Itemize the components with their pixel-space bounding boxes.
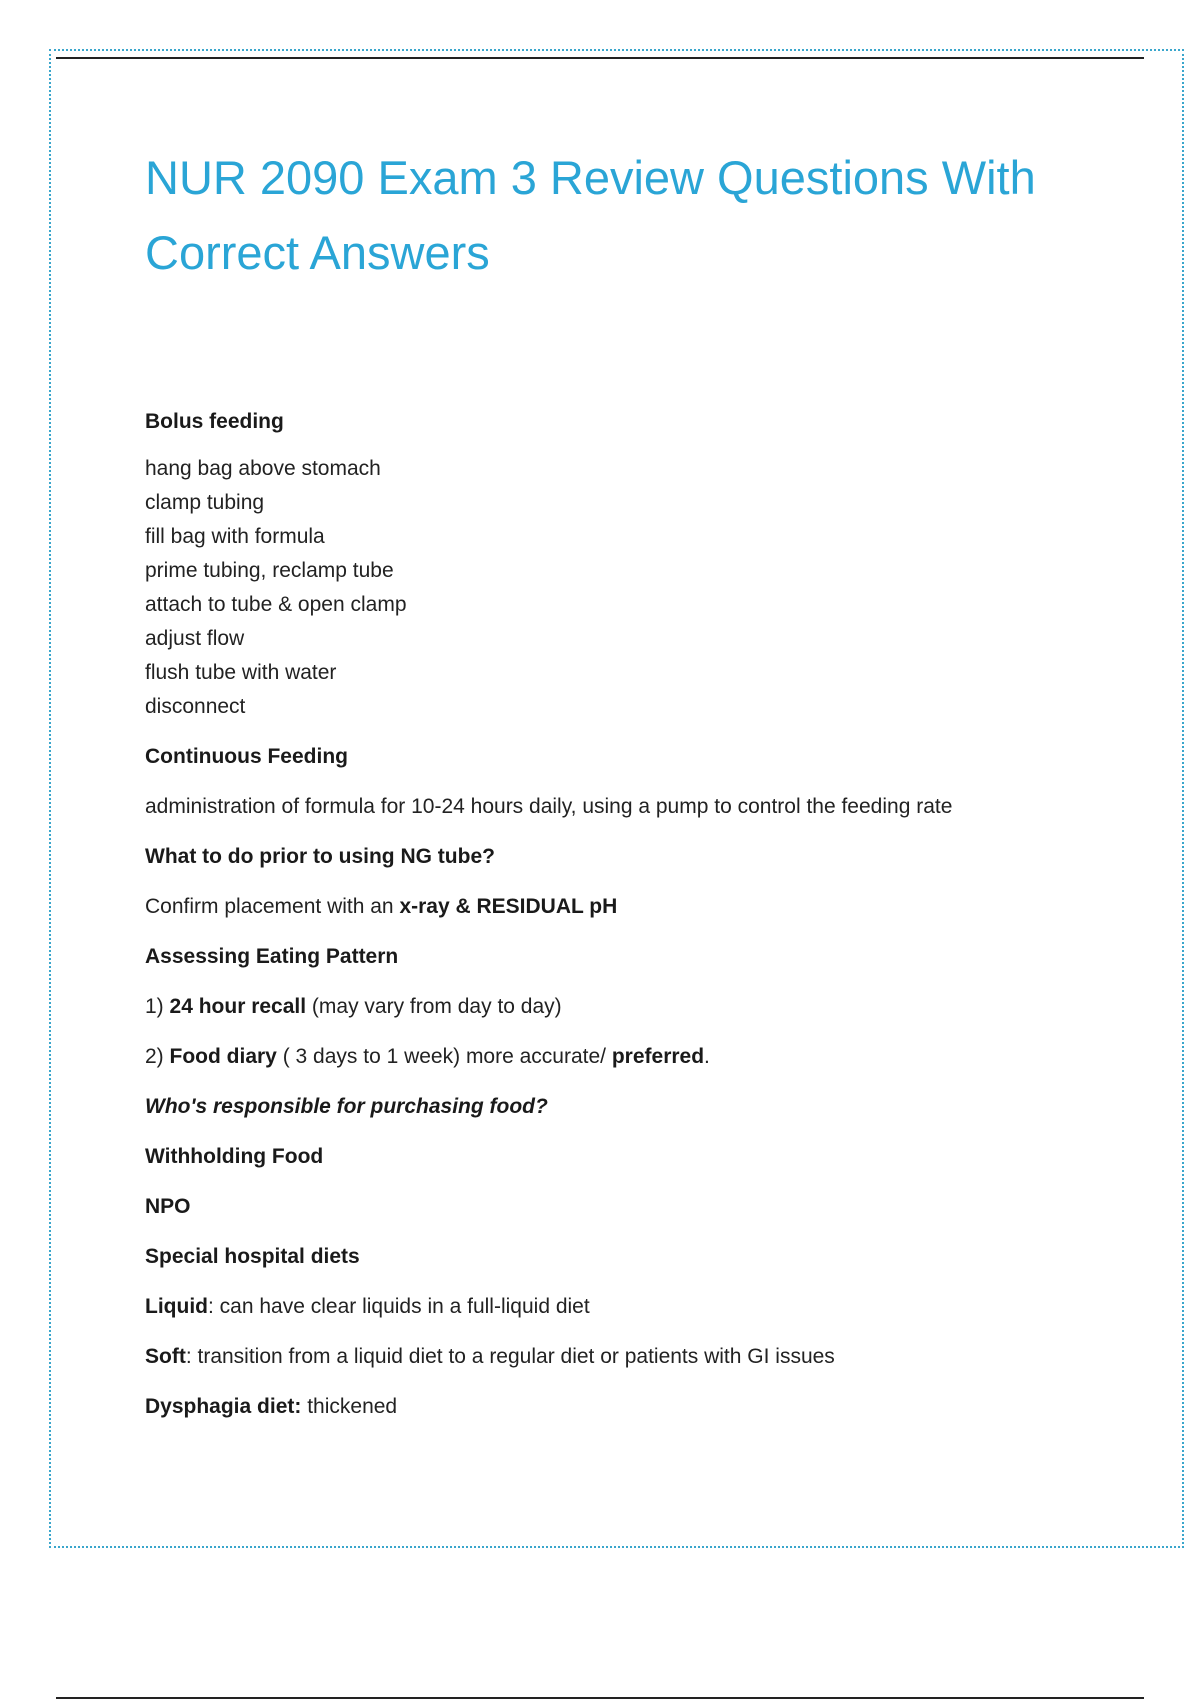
liquid-text: : can have clear liquids in a full-liquid diet — [207, 1295, 590, 1318]
bolus-step: hang bag above stomach — [145, 457, 381, 480]
eating-pattern-item-1 — [145, 990, 1105, 1024]
bolus-heading: Bolus feeding — [145, 410, 284, 433]
special-diets-heading: Special hospital diets — [145, 1245, 360, 1268]
soft-diet-line — [145, 1340, 1105, 1374]
item-period: . — [704, 1045, 710, 1068]
item-bold: Food diary — [169, 1045, 277, 1068]
document-body — [145, 405, 1105, 1424]
dysphagia-text: thickened — [301, 1395, 398, 1418]
bolus-steps-list — [145, 452, 1105, 724]
purchasing-heading: Who's responsible for purchasing food? — [145, 1095, 548, 1118]
ng-tube-heading: What to do prior to using NG tube? — [145, 845, 495, 868]
ng-tube-text-bold: x-ray & RESIDUAL pH — [399, 895, 618, 918]
bolus-step: fill bag with formula — [145, 525, 325, 548]
item-number: 2) — [145, 1045, 170, 1068]
bolus-step: attach to tube & open clamp — [145, 593, 407, 616]
continuous-text: administration of formula for 10-24 hours daily, using a pump to control the feeding rate — [145, 795, 953, 818]
bolus-step: disconnect — [145, 695, 246, 718]
footer-rule — [56, 1697, 1144, 1699]
bolus-step: flush tube with water — [145, 661, 337, 684]
document-title: NUR 2090 Exam 3 Review Questions With Correct Answers — [145, 151, 1036, 279]
dysphagia-diet-line — [145, 1390, 1105, 1424]
soft-label: Soft — [145, 1345, 186, 1368]
bolus-step: prime tubing, reclamp tube — [145, 559, 394, 582]
dysphagia-label: Dysphagia diet: — [145, 1395, 302, 1418]
header-rule — [56, 57, 1144, 59]
item-bold-preferred: preferred — [611, 1045, 705, 1068]
continuous-heading: Continuous Feeding — [145, 745, 348, 768]
withholding-heading: Withholding Food — [145, 1145, 324, 1168]
ng-tube-text — [145, 890, 1105, 924]
item-text: ( 3 days to 1 week) more accurate/ — [276, 1045, 612, 1068]
item-bold: 24 hour recall — [169, 995, 307, 1018]
bolus-step: clamp tubing — [145, 491, 265, 514]
bolus-step: adjust flow — [145, 627, 245, 650]
soft-text: : transition from a liquid diet to a regular diet or patients with GI issues — [185, 1345, 835, 1368]
item-number: 1) — [145, 995, 170, 1018]
liquid-label: Liquid — [145, 1295, 208, 1318]
eating-pattern-heading: Assessing Eating Pattern — [145, 945, 399, 968]
ng-tube-text-prefix: Confirm placement with an — [145, 895, 400, 918]
item-text: (may vary from day to day) — [306, 995, 562, 1018]
withholding-answer: NPO — [145, 1195, 191, 1218]
eating-pattern-item-2 — [145, 1040, 1105, 1074]
liquid-diet-line — [145, 1290, 1105, 1324]
